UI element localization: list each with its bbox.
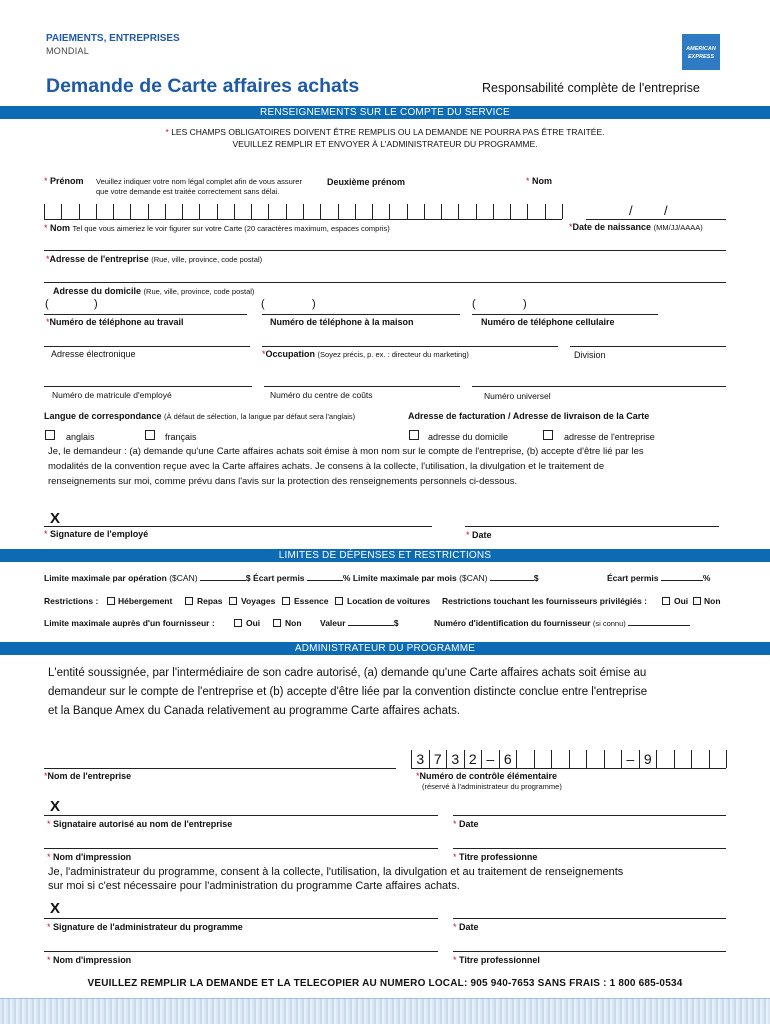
char-tick (268, 204, 269, 219)
name-character-boxes[interactable] (44, 200, 564, 220)
nom-entreprise-label: *Nom de l'entreprise (44, 771, 132, 781)
employee-signature-line[interactable] (44, 526, 432, 527)
section-admin-header: ADMINISTRATEUR DU PROGRAMME (0, 642, 770, 655)
limite-oui-label: Oui (246, 618, 261, 628)
char-tick (44, 204, 45, 219)
footer-pattern (0, 998, 770, 1024)
controle-hint: (réservé à l'administrateur du programme) (422, 782, 562, 791)
adresse-domicile-opt-label: adresse du domicile (428, 432, 509, 442)
signataire-label: * Signataire autorisé au nom de l'entreprise (47, 819, 233, 829)
titre1-line[interactable] (453, 848, 726, 849)
matricule-label: Numéro de matricule d'employé (52, 390, 172, 400)
nom-label: * Nom (526, 176, 553, 186)
titre2-label: * Titre professionnel (453, 955, 540, 965)
location-checkbox[interactable] (335, 597, 343, 605)
control-digit[interactable]: 7 (429, 750, 447, 768)
char-tick (372, 204, 373, 219)
adresse-entreprise-label: *Adresse de l'entreprise (Rue, ville, province, code postal) (46, 254, 263, 264)
hebergement-checkbox[interactable] (107, 597, 115, 605)
form-subcategory: MONDIAL (46, 46, 90, 56)
admin-agreement: L'entité soussignée, par l'intermédiaire de son cadre autorisé, (a) demande qu'une Carte affaires achats soit émise au demandeur sur le compte de l'entreprise et (b) accepte d'être liée par la convention distincte conclue entre l'entreprise et la Banque Amex du Canada relativement au programme Carte affaires achats. (48, 667, 648, 717)
signature-x-mark: X (50, 510, 61, 527)
employee-date-line[interactable] (465, 526, 719, 527)
control-digit[interactable]: – (621, 750, 639, 768)
char-tick (545, 204, 546, 219)
email-label: Adresse électronique (51, 349, 136, 359)
deuxieme-prenom-label: Deuxième prénom (327, 177, 406, 187)
signataire-x-mark: X (50, 798, 61, 815)
char-tick (130, 204, 131, 219)
char-tick (217, 204, 218, 219)
control-digit[interactable]: 2 (464, 750, 482, 768)
centre-couts-label: Numéro du centre de coûts (270, 390, 373, 400)
control-digit[interactable] (691, 750, 709, 768)
nom-impression2-label: * Nom d'impression (47, 955, 132, 965)
control-digit[interactable] (674, 750, 692, 768)
valeur-label: Valeur $ (320, 618, 399, 628)
signature-employe-label: * Signature de l'employé (44, 529, 149, 539)
prenom-label: * Prénom (44, 176, 84, 186)
fournisseurs-non-checkbox[interactable] (693, 597, 701, 605)
titre2-line[interactable] (453, 951, 726, 952)
date1-label: * Date (453, 819, 479, 829)
tel-travail-label: *Numéro de téléphone au travail (46, 317, 184, 327)
char-tick (338, 204, 339, 219)
applicant-consent: Je, le demandeur : (a) demande qu'une Carte affaires achats soit émise à mon nom sur le compte de l'entreprise, (b) accepte d'être lié par les modalités de la convention reçue avec la Carte affaires achats. Je consens à la collecte, l'utilisation, la divulgation et le traitement de renseignements sur moi, comme prévu dans l'avis sur la protection des renseignements personnels ci-dessous. (48, 446, 644, 487)
voyages-checkbox[interactable] (229, 597, 237, 605)
limite-non-label: Non (285, 618, 302, 628)
char-tick (458, 204, 459, 219)
char-tick (510, 204, 511, 219)
prenom-hint: Veuillez indiquer votre nom légal complet afin de vous assurer que votre demande est traitée correctement sans délai. (96, 177, 302, 196)
responsibility-label: Responsabilité complète de l'entreprise (482, 81, 700, 95)
nom-impression2-line[interactable] (44, 951, 438, 952)
char-tick (79, 204, 80, 219)
repas-checkbox[interactable] (185, 597, 193, 605)
nom-carte-label: * Nom Tel que vous aimeriez le voir figurer sur votre Carte (20 caractères maximum, espaces compris) (44, 223, 390, 233)
date-naissance-label: *Date de naissance (MM/JJ/AAAA) (569, 222, 703, 232)
date2-label: * Date (453, 922, 479, 932)
section-limits-header: LIMITES DE DÉPENSES ET RESTRICTIONS (0, 549, 770, 562)
char-tick (113, 204, 114, 219)
limite-non-checkbox[interactable] (273, 619, 281, 627)
control-digit[interactable]: – (481, 750, 499, 768)
nom-impression1-label: * Nom d'impression (47, 852, 132, 862)
control-digit[interactable] (551, 750, 569, 768)
fournisseurs-non-label: Non (704, 596, 721, 606)
char-tick (96, 204, 97, 219)
form-category: PAIEMENTS, ENTREPRISES (46, 33, 180, 44)
control-digit[interactable] (604, 750, 622, 768)
paren-open-1: ( (45, 298, 49, 310)
control-digit[interactable] (569, 750, 587, 768)
signataire-line[interactable] (44, 815, 438, 816)
fournisseurs-label: Restrictions touchant les fournisseurs privilégiés : (442, 596, 647, 606)
adresse-domicile-label: Adresse du domicile (Rue, ville, province, code postal) (53, 286, 255, 296)
controle-number-boxes[interactable] (411, 750, 727, 769)
admin-consent: Je, l'administrateur du programme, consent à la collecte, l'utilisation, la divulgation et au traitement de renseignements sur moi si c'est nécessaire pour l'administration du programme Carte affaires achats. (48, 866, 624, 892)
titre1-label: * Titre professionne (453, 852, 538, 862)
anglais-label: anglais (66, 432, 95, 442)
char-tick (165, 204, 166, 219)
control-digit[interactable] (534, 750, 552, 768)
char-tick (441, 204, 442, 219)
char-tick (407, 204, 408, 219)
adresse-entreprise-opt-label: adresse de l'entreprise (564, 432, 655, 442)
tel-maison-label: Numéro de téléphone à la maison (270, 317, 414, 327)
char-tick (424, 204, 425, 219)
voyages-label: Voyages (241, 596, 276, 606)
paren-open-2: ( (261, 298, 265, 310)
restrictions-label: Restrictions : (44, 596, 99, 606)
paren-close-3: ) (523, 298, 527, 310)
essence-label: Essence (294, 596, 329, 606)
essence-checkbox[interactable] (282, 597, 290, 605)
char-tick (476, 204, 477, 219)
limite-fournisseur-label: Limite maximale auprès d'un fournisseur : (44, 618, 215, 628)
char-tick (493, 204, 494, 219)
footer-instruction: VEUILLEZ REMPLIR LA DEMANDE ET LA TELECOPIER AU NUMERO LOCAL: 905 940-7653 SANS FRAIS : 1 800 685-0534 (87, 978, 683, 989)
char-tick (562, 204, 563, 219)
char-tick (320, 204, 321, 219)
tel-cellulaire-label: Numéro de téléphone cellulaire (481, 317, 615, 327)
ecart-mois-row: Écart permis % (607, 573, 711, 583)
section-account-header: RENSEIGNEMENTS SUR LE COMPTE DU SERVICE (0, 106, 770, 119)
paren-close-2: ) (312, 298, 316, 310)
char-tick (286, 204, 287, 219)
date1-line[interactable] (453, 815, 726, 816)
control-digit[interactable] (709, 750, 727, 768)
facturation-label: Adresse de facturation / Adresse de livraison de la Carte (408, 411, 650, 421)
control-digit[interactable] (516, 750, 534, 768)
admin-x-mark: X (50, 900, 61, 917)
required-notice: * LES CHAMPS OBLIGATOIRES DOIVENT ÊTRE REMPLIS OU LA DEMANDE NE POURRA PAS ÊTRE TRAITÉE. VEUILLEZ REMPLIR ET ENVOYER À L'ADMINISTRATEUR DU PROGRAMME. (165, 127, 605, 149)
limite-oui-checkbox[interactable] (234, 619, 242, 627)
control-digit[interactable]: 9 (639, 750, 657, 768)
max-operation-row: Limite maximale par opération ($CAN) $ Écart permis % Limite maximale par mois ($CAN) $ (44, 573, 539, 583)
signature-admin-line[interactable] (44, 918, 438, 919)
location-label: Location de voitures (347, 596, 431, 606)
control-digit[interactable]: 3 (446, 750, 464, 768)
char-tick (182, 204, 183, 219)
francais-checkbox[interactable] (145, 430, 155, 440)
numero-universel-label: Numéro universel (484, 391, 551, 401)
francais-label: français (165, 432, 197, 442)
id-fournisseur-label: Numéro d'identification du fournisseur (si connu) (434, 618, 690, 628)
char-tick (234, 204, 235, 219)
date-separator-1: / (629, 203, 633, 218)
paren-open-3: ( (472, 298, 476, 310)
nom-impression1-line[interactable] (44, 848, 438, 849)
control-digit[interactable]: 3 (411, 750, 429, 768)
fournisseurs-oui-label: Oui (674, 596, 689, 606)
date-label: * Date (466, 530, 492, 540)
char-tick (148, 204, 149, 219)
page-title: Demande de Carte affaires achats (46, 75, 360, 97)
date-separator-2: / (664, 203, 668, 218)
control-digit[interactable]: 6 (499, 750, 517, 768)
langue-label: Langue de correspondance (À défaut de sélection, la langue par défaut sera l'anglais) (44, 411, 356, 421)
control-digit[interactable] (586, 750, 604, 768)
date2-line[interactable] (453, 918, 726, 919)
char-tick (303, 204, 304, 219)
char-tick (61, 204, 62, 219)
char-tick (355, 204, 356, 219)
adresse-entreprise-checkbox[interactable] (543, 430, 553, 440)
char-tick (251, 204, 252, 219)
controle-label: *Numéro de contrôle élémentaire (416, 771, 558, 781)
hebergement-label: Hébergement (118, 596, 173, 606)
signature-admin-label: * Signature de l'administrateur du programme (47, 922, 243, 932)
char-tick (199, 204, 200, 219)
paren-close-1: ) (94, 298, 98, 310)
nom-entreprise-line[interactable] (44, 768, 396, 769)
adresse-domicile-checkbox[interactable] (409, 430, 419, 440)
char-tick (527, 204, 528, 219)
anglais-checkbox[interactable] (45, 430, 55, 440)
repas-label: Repas (197, 596, 223, 606)
char-tick (389, 204, 390, 219)
occupation-label: *Occupation (Soyez précis, p. ex. : directeur du marketing) (262, 349, 469, 359)
amex-logo: AMERICAN EXPRESS (682, 34, 720, 70)
division-label: Division (574, 350, 606, 360)
control-digit[interactable] (656, 750, 674, 768)
fournisseurs-oui-checkbox[interactable] (662, 597, 670, 605)
